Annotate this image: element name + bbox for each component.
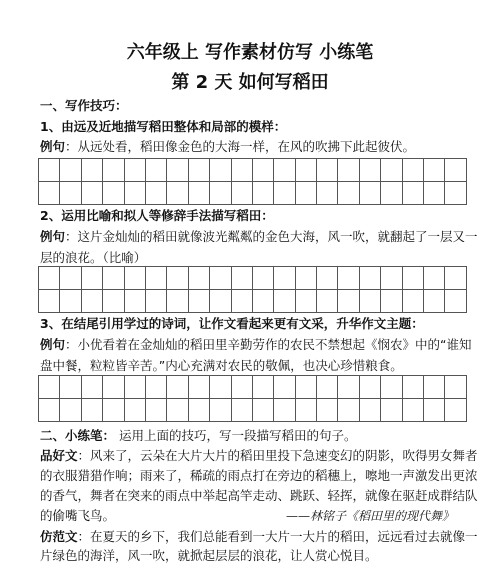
- grid-row: [39, 376, 467, 399]
- writing-grid-3[interactable]: [38, 375, 467, 422]
- writing-grid-2[interactable]: [38, 266, 467, 313]
- grid-row: [39, 182, 467, 205]
- grid-row: [39, 290, 467, 313]
- section-heading-practice: 二、小练笔：: [40, 428, 116, 443]
- tip1-heading: 1、由远及近地描写稻田整体和局部的模样：: [40, 119, 287, 134]
- model-text-line: 的偷嘴飞鸟。: [40, 508, 116, 523]
- worksheet-title: 六年级上 写作素材仿写 小练笔: [126, 42, 374, 63]
- example-text-line: 层的浪花。（比喻）: [40, 250, 147, 265]
- tip3-example: [40, 336, 472, 353]
- imitation-text-line: 片绿色的海洋，风一吹，就掀起层层的浪花，让人赏心悦目。: [40, 548, 378, 563]
- example-label: 例句: [40, 229, 66, 244]
- practice-instruction: 运用上面的技巧，写一段描写稻田的句子。: [119, 428, 357, 443]
- imitation-text: [40, 528, 478, 545]
- tip3-heading: 3、在结尾引用学过的诗词，让作文看起来更有文采，升华作文主题：: [40, 316, 424, 331]
- worksheet-subtitle: 第 2 天 如何写稻田: [171, 72, 329, 93]
- model-text-line: 的香气，舞者在突来的雨点中举起高竿走动、跳跃、轻挥，就像在驱赶成群结队: [40, 488, 478, 503]
- imitation-text-label: 仿范文: [40, 529, 78, 544]
- model-text-line: 的衣服猎猎作响；雨来了，稀疏的雨点打在旁边的稻穗上，嚓地一声激发出更浓: [40, 468, 478, 483]
- grid-row: [39, 159, 467, 182]
- writing-grid-1[interactable]: [38, 158, 467, 205]
- example-text-line: ：小优看着在金灿灿的稻田里辛勤劳作的农民不禁想起《悯农》中的“谁知: [65, 337, 472, 352]
- tip1-example: [40, 138, 415, 155]
- example-label: 例句: [40, 139, 66, 154]
- grid-row: [39, 267, 467, 290]
- tip2-example: [40, 228, 478, 245]
- model-text-attribution: ——林铭子《稻田里的现代舞》: [285, 509, 454, 523]
- model-text-line: ：风来了，云朵在大片大片的稻田里投下急速变幻的阴影，吹得男女舞者: [77, 448, 478, 463]
- grid-row: [39, 399, 467, 422]
- example-text-line: ：从远处看，稻田像金色的大海一样，在风的吹拂下此起彼伏。: [65, 139, 416, 154]
- model-text-label: 品好文: [40, 448, 78, 463]
- practice-section: [40, 427, 357, 444]
- example-text-line: ：这片金灿灿的稻田就像波光粼粼的金色大海，风一吹，就翻起了一层又一: [65, 229, 478, 244]
- model-text: [40, 447, 478, 464]
- section-heading-techniques: 一、写作技巧：: [40, 98, 128, 113]
- imitation-text-line: ：在夏天的乡下，我们总能看到一大片一大片的稻田，远远看过去就像一: [77, 529, 478, 544]
- example-text-line: 盘中餐，粒粒皆辛苦。”内心充满对农民的敬佩，也决心珍惜粮食。: [40, 358, 403, 373]
- tip2-heading: 2、运用比喻和拟人等修辞手法描写稻田：: [40, 208, 274, 223]
- example-label: 例句: [40, 337, 66, 352]
